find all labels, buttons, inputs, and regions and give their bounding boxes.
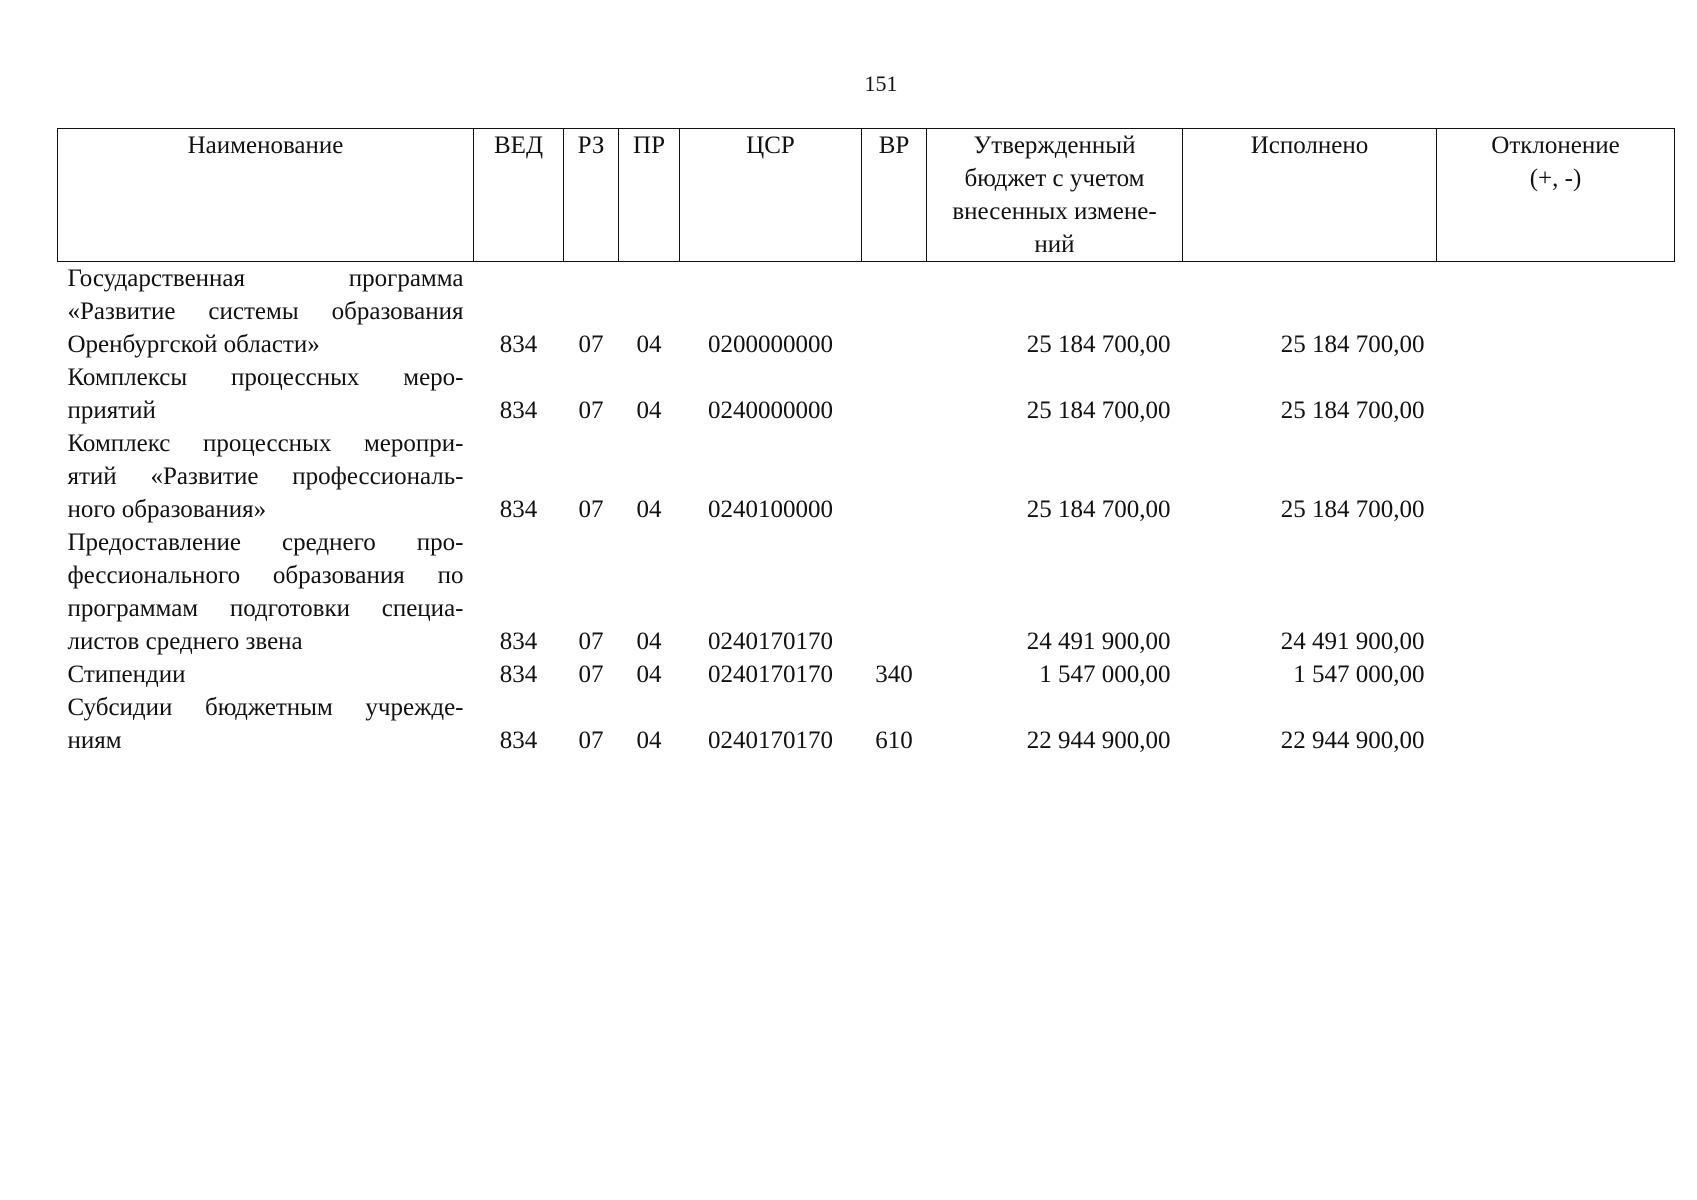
cell-approved-budget: 25 184 700,00 (1026, 397, 1171, 424)
cell-name-line: фессионального образования по (67, 562, 464, 589)
cell-vr (862, 526, 927, 658)
cell-ved: 834 (499, 727, 538, 754)
cell-approved-budget: 24 491 900,00 (1026, 628, 1171, 655)
cell-rz: 07 (578, 661, 604, 688)
cell-executed: 24 491 900,00 (1280, 628, 1425, 655)
cell-pr: 04 (636, 397, 662, 424)
header-vr: ВР (862, 129, 927, 262)
cell-rz: 07 (578, 628, 604, 655)
cell-rz: 07 (578, 496, 604, 523)
cell-name (58, 361, 474, 427)
cell-name-line: Государственная программа (67, 265, 464, 292)
cell-name-line: ниям (67, 727, 122, 754)
header-executed: Исполнено (1183, 129, 1437, 262)
cell-name-line: приятий (67, 397, 156, 424)
header-deviation-line: Отклонение (1491, 132, 1620, 159)
cell-csr: 0240170170 (708, 628, 833, 655)
cell-name (58, 427, 474, 526)
cell-name-line: ятий «Развитие профессиональ- (67, 463, 464, 490)
cell-csr: 0240000000 (708, 397, 833, 424)
cell-name-line: Оренбургской области» (67, 331, 320, 358)
cell-deviation (1437, 658, 1675, 691)
cell-name-line: листов среднего звена (67, 628, 303, 655)
table-header-row (58, 129, 1675, 262)
cell-deviation (1437, 691, 1675, 757)
header-ved: ВЕД (474, 129, 564, 262)
header-name: Наименование (58, 129, 474, 262)
header-rz: РЗ (564, 129, 619, 262)
cell-executed: 22 944 900,00 (1280, 727, 1425, 754)
cell-approved-budget: 1 547 000,00 (1039, 661, 1171, 688)
cell-name-line: Предоставление среднего про- (67, 529, 464, 556)
budget-execution-table (57, 128, 1675, 757)
cell-rz: 07 (578, 397, 604, 424)
cell-name-line: программам подготовки специа- (67, 595, 464, 622)
header-csr: ЦСР (680, 129, 862, 262)
header-approved-line: бюджет с учетом (964, 165, 1145, 192)
header-approved-line: внесенных измене- (952, 198, 1157, 225)
cell-vr: 340 (875, 661, 913, 688)
cell-approved-budget: 25 184 700,00 (1026, 331, 1171, 358)
header-approved-line: Утвержденный (973, 132, 1136, 159)
cell-deviation (1437, 427, 1675, 526)
cell-name (58, 262, 474, 362)
table-row (58, 526, 1675, 658)
table-row (58, 691, 1675, 757)
header-approved-line: ний (1034, 231, 1075, 258)
page-number: 151 (864, 71, 898, 96)
table-row (58, 262, 1675, 362)
cell-csr: 0240100000 (708, 496, 833, 523)
cell-ved: 834 (499, 496, 538, 523)
cell-vr (862, 262, 927, 362)
header-approved-budget (927, 129, 1183, 262)
cell-rz: 07 (578, 331, 604, 358)
cell-pr: 04 (636, 628, 662, 655)
cell-approved-budget: 25 184 700,00 (1026, 496, 1171, 523)
cell-csr: 0200000000 (708, 331, 833, 358)
cell-pr: 04 (636, 727, 662, 754)
cell-csr: 0240170170 (708, 727, 833, 754)
cell-ved: 834 (499, 628, 538, 655)
cell-pr: 04 (636, 661, 662, 688)
cell-name-line: Комплекс процессных меропри- (67, 430, 464, 457)
cell-ved: 834 (499, 331, 538, 358)
cell-ved: 834 (499, 397, 538, 424)
cell-executed: 1 547 000,00 (1293, 661, 1425, 688)
cell-name-line: Субсидии бюджетным учрежде- (67, 694, 464, 721)
header-deviation (1437, 129, 1675, 262)
cell-name-line: Стипендии (67, 661, 186, 688)
cell-name (58, 658, 474, 691)
cell-name-line: ного образования» (67, 496, 267, 523)
cell-executed: 25 184 700,00 (1280, 397, 1425, 424)
cell-pr: 04 (636, 331, 662, 358)
cell-name-line: «Развитие системы образования (67, 298, 464, 325)
cell-vr: 610 (875, 727, 913, 754)
table-body (58, 262, 1675, 758)
table-row (58, 427, 1675, 526)
table-row (58, 361, 1675, 427)
cell-executed: 25 184 700,00 (1280, 496, 1425, 523)
cell-rz: 07 (578, 727, 604, 754)
cell-deviation (1437, 526, 1675, 658)
cell-ved: 834 (499, 661, 538, 688)
cell-name (58, 526, 474, 658)
table-row (58, 658, 1675, 691)
cell-approved-budget: 22 944 900,00 (1026, 727, 1171, 754)
cell-deviation (1437, 361, 1675, 427)
cell-vr (862, 361, 927, 427)
header-pr: ПР (619, 129, 680, 262)
cell-name-line: Комплексы процессных меро- (67, 364, 464, 391)
cell-name (58, 691, 474, 757)
cell-deviation (1437, 262, 1675, 362)
header-deviation-line: (+, -) (1529, 165, 1582, 192)
cell-vr (862, 427, 927, 526)
cell-csr: 0240170170 (708, 661, 833, 688)
cell-pr: 04 (636, 496, 662, 523)
cell-executed: 25 184 700,00 (1280, 331, 1425, 358)
